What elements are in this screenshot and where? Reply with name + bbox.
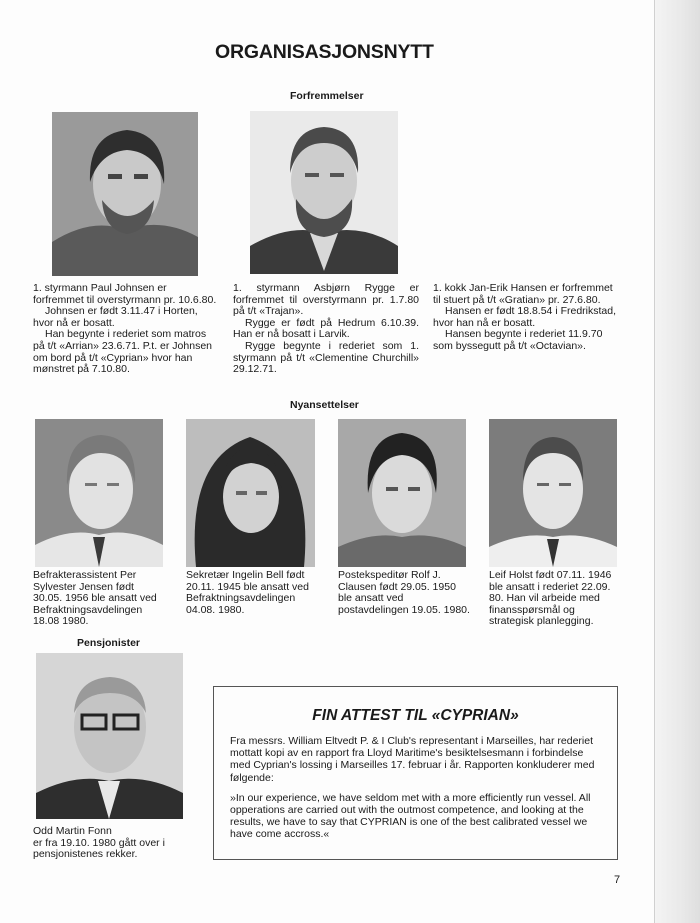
caption-ingelin-bell: Sekretær Ingelin Bell født 20.11. 1945 ble ansatt ved Befraktningsavdelingen 04.08. 1980. [186,569,309,616]
retiree-text: er fra 19.10. 1980 gått over i pensjonistenes rekker. [33,836,165,861]
section-heading-new-hires: Nyansettelser [290,399,359,411]
page-number: 7 [614,874,621,886]
section-heading-retirees: Pensjonister [77,637,141,649]
caption-rolf-j-clausen: Postekspeditør Rolf J. Clausen født 29.05. 1950 ble ansatt ved postavdelingen 19.05. 1980. [338,569,470,616]
photo-paul-johnsen [52,112,198,276]
caption-paragraph: Rygge er født på Hedrum 6.10.39. Han er nå bosatt i Larvik. [233,316,419,341]
photo-odd-martin-fonn [36,653,183,819]
caption-paragraph: 1. kokk Jan-Erik Hansen er forfremmet til stuert på t/t «Gratian» pr. 27.6.80. [433,282,613,306]
caption-paragraph: Rygge begynte i rederiet som 1. styrmann på t/t «Clementine Churchill» 29.12.71. [233,339,419,376]
photo-asbjorn-rygge [250,111,398,274]
caption-leif-holst: Leif Holst født 07.11. 1946 ble ansatt i rederiet 22.09. 80. Han vil arbeide med finansspørsmål og strategisk planlegging. [489,569,612,628]
photo-rolf-j-clausen [338,419,466,567]
caption-paragraph: Hansen er født 18.8.54 i Fredrikstad, hvor han nå er bosatt. [433,305,616,329]
article-box [213,686,618,860]
caption-jan-erik-hansen [433,283,620,353]
caption-paragraph: Johnsen er født 3.11.47 i Horten, hvor nå er bosatt. [33,305,198,329]
caption-asbjorn-rygge [233,283,419,376]
photo-per-sylvester-jensen [35,419,163,567]
caption-paragraph: 1. styrmann Asbjørn Rygge er forfremmet til overstyrmann pr. 1.7.80 på t/t «Trajan». [233,282,419,318]
caption-per-sylvester-jensen: Befrakterassistent Per Sylvester Jensen født 30.05. 1956 ble ansatt ved Befraktningsavdelingen 18.08 1980. [33,569,157,628]
page-edge-shadow [654,0,700,923]
photo-ingelin-bell [186,419,315,567]
caption-paragraph: Hansen begynte i rederiet 11.9.70 som byssegutt på t/t «Octavian». [433,328,603,352]
article-paragraph-1: Fra messrs. William Eltvedt P. & I Club's representant i Marseilles, har rederiet mottatt kopi av en rapport fra Lloyd Maritime's besiktelsesmann i forbindelse med Cyprian's lossing i Marseilles 17. februar i år. Rapporten konkluderer med følgende: [230,735,595,784]
retiree-name: Odd Martin Fonn [33,825,112,837]
photo-leif-holst [489,419,617,567]
caption-paragraph: Han begynte i rederiet som matros på t/t «Arrian» 23.6.71. P.t. er Johnsen om bord på t/t «Cyprian» hvor han mønstret på 7.10.80. [33,328,213,376]
caption-paragraph: 1. styrmann Paul Johnsen er forfremmet til overstyrmann pr. 10.6.80. [33,282,217,306]
article-title: FIN ATTEST TIL «CYPRIAN» [312,707,519,724]
article-paragraph-2: »In our experience, we have seldom met with a more efficiently run vessel. All opperations are carried out with the outmost competence, and looking at the results, we have to say that CYPRIAN is one of the best calibrated vessel we have come accross.« [230,791,591,841]
page-title: ORGANISASJONSNYTT [215,41,434,63]
section-heading-promotions: Forfremmelser [290,90,364,102]
caption-odd-martin-fonn [33,826,193,861]
caption-paul-johnsen [33,283,218,376]
